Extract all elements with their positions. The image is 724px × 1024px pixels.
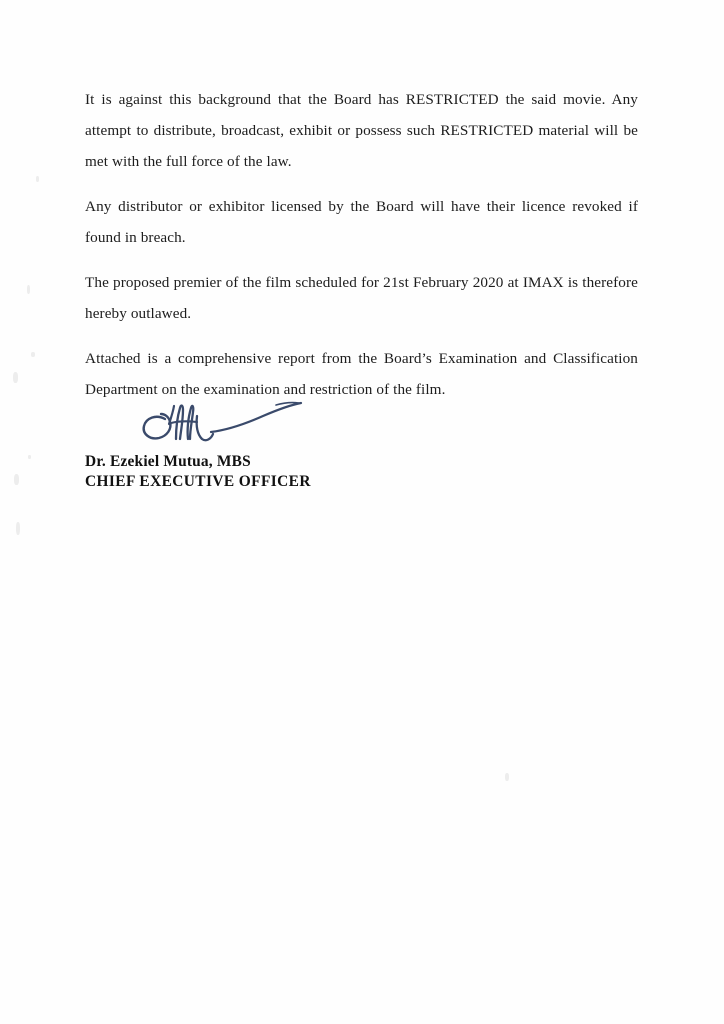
scan-artifact <box>16 522 20 535</box>
scan-artifact <box>14 474 19 485</box>
scan-artifact <box>13 372 18 383</box>
scan-artifact <box>505 773 509 781</box>
scan-artifact <box>36 176 39 182</box>
paragraph-licence: Any distributor or exhibitor licensed by the Board will have their licence revoked if found in breach. <box>85 198 638 246</box>
paragraph-restriction: It is against this background that the Board has RESTRICTED the said movie. Any attempt to distribute, broadcast, exhibit or possess such RESTRICTED material will be met with the full force of the law. <box>85 91 638 170</box>
signatory-name: Dr. Ezekiel Mutua, MBS <box>85 453 251 470</box>
scan-artifact <box>28 455 31 459</box>
handwritten-signature-icon <box>131 392 331 448</box>
signatory-title: CHIEF EXECUTIVE OFFICER <box>85 473 311 490</box>
scan-artifact <box>31 352 35 357</box>
letter-body <box>85 84 638 405</box>
scan-artifact <box>27 285 30 294</box>
signature-block <box>85 392 505 492</box>
paragraph-attachment: Attached is a comprehensive report from the Board’s Examination and Classification Department on the examination and restriction of the film. <box>85 350 638 398</box>
paragraph-premier: The proposed premier of the film scheduled for 21st February 2020 at IMAX is therefore hereby outlawed. <box>85 274 638 322</box>
